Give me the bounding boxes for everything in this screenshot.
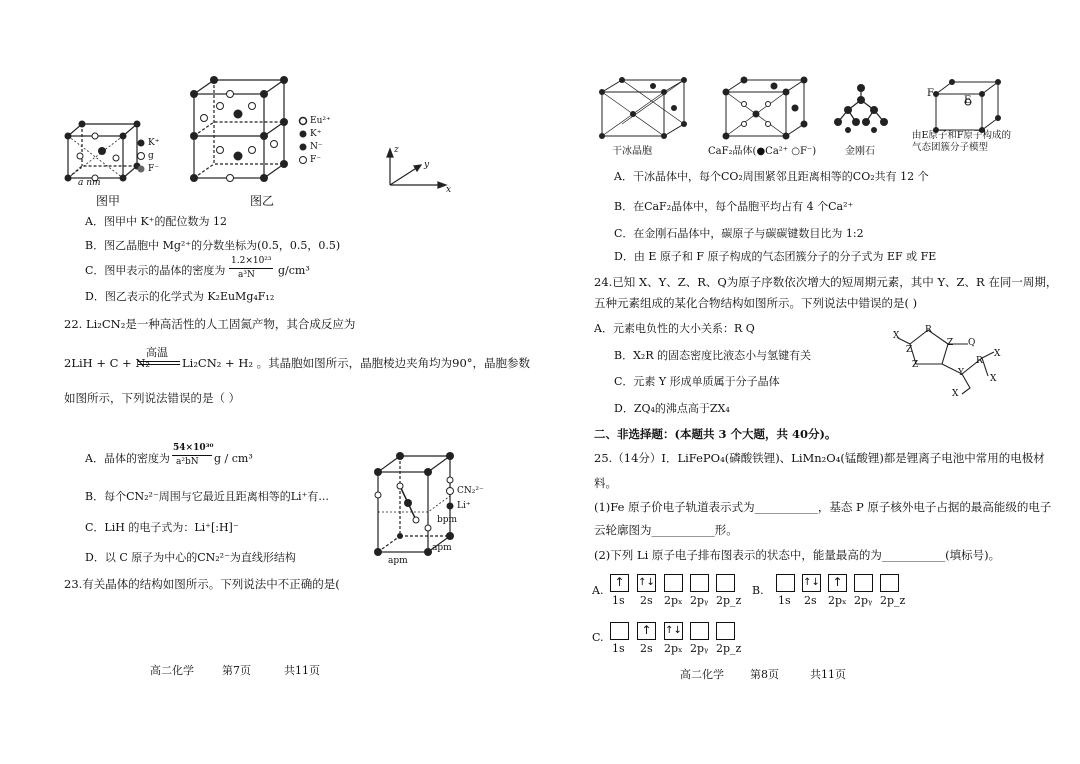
orbital-a-label-2py: 2pᵧ [690, 594, 709, 607]
q24-struct-r2: R [976, 356, 983, 366]
q23-option-b: B．在CaF₂晶体中，每个晶胞平均占有 4 个Ca²⁺ [614, 200, 854, 213]
caption-diamond: 金刚石 [845, 146, 875, 157]
q24-struct-y: Y [958, 368, 964, 378]
q24-struct-x4: X [952, 389, 959, 399]
fig-a-legend-k: K⁺ [148, 138, 160, 148]
orbital-a-2pz [716, 574, 735, 592]
q21-option-a: A．图甲中 K⁺的配位数为 12 [85, 215, 227, 228]
fig-a-unit: a nm [78, 178, 101, 188]
right-footer-page: 第8页 [750, 668, 779, 681]
q22-legend-li: Li⁺ [457, 501, 471, 511]
orbital-c-2s: ↑ [637, 622, 656, 640]
right-footer-subject: 高二化学 [680, 668, 724, 681]
q21-c-unit: g/cm³ [278, 264, 310, 277]
q25-line-4: 云轮廓图为___________形。 [594, 523, 738, 537]
q24-struct-x1: X [893, 331, 900, 341]
q21-c-frac-line [229, 268, 273, 269]
fig-a-legend-mg: g [148, 151, 154, 161]
q25-line-3: (1)Fe 原子价电子轨道表示式为___________，基态 P 原子核外电子占据的最高能级的电子 [594, 500, 1052, 514]
q21-option-c: C．图甲表示的晶体的密度为 [85, 264, 226, 277]
q24-struct-x2: X [994, 349, 1001, 359]
q25-line-1: 25.（14分）Ⅰ．LiFePO₄(磷酸铁锂)、LiMn₂O₄(锰酸锂)都是锂离子电池中常用的电极材 [594, 451, 1045, 465]
orbital-a-2py [690, 574, 709, 592]
q22-eq-left: 2LiH + C + N₂ [64, 356, 151, 370]
orbital-c-label-2px: 2pₓ [664, 642, 683, 655]
q22-a-frac-num: 54×10³⁰ [173, 443, 214, 453]
q24-struct-z3: Z [912, 360, 919, 370]
fig-a-caption: 图甲 [96, 194, 121, 208]
orbital-a-2s: ↑↓ [637, 574, 656, 592]
label-f: F [927, 88, 934, 99]
orbital-b-1s [776, 574, 795, 592]
orbital-a-label-2px: 2pₓ [664, 594, 683, 607]
q22-option-b: B．每个CN₂²⁻周围与它最近且距离相等的Li⁺有... [85, 490, 329, 503]
fig-b-legend-f: F⁻ [310, 155, 321, 165]
orbital-a-label-2pz: 2p_z [716, 594, 742, 607]
fig-b-legend-dots [297, 116, 309, 168]
orbital-b-label-2py: 2pᵧ [854, 594, 873, 607]
q22-legend-cn2: CN₂²⁻ [457, 486, 484, 496]
q23-option-d: D．由 E 原子和 F 原子构成的气态团簇分子的分子式为 EF 或 FE [614, 250, 937, 263]
axes-icon [380, 145, 455, 195]
orbital-c-label-1s: 1s [612, 642, 625, 655]
orbital-a-1s: ↑ [610, 574, 629, 592]
caption-ef-cluster: 由E原子和F原子构成的气态团簇分子模型 [912, 130, 1012, 153]
orbital-b-2s: ↑↓ [802, 574, 821, 592]
q22-option-d: D．以 C 原子为中心的CN₂²⁻为直线形结构 [85, 551, 296, 564]
q24-struct-q: Q [968, 338, 976, 348]
q21-option-d: D．图乙表示的化学式为 K₂EuMg₄F₁₂ [85, 290, 275, 303]
q23-stem: 23.有关晶体的结构如图所示。下列说法中不正确的是( [64, 577, 340, 591]
orbital-option-b: B. [752, 584, 764, 597]
fig-b-crystal-cell [190, 78, 290, 183]
orbital-a-2px [664, 574, 683, 592]
orbital-b-2py [854, 574, 873, 592]
q24-option-b: B．X₂R 的固态密度比液态小与氢键有关 [614, 349, 812, 362]
q22-legend-dots [445, 486, 455, 514]
axis-x: x [446, 185, 452, 195]
caf2-cell [722, 78, 806, 138]
q22-option-c: C．LiH 的电子式为：Li⁺[:H]⁻ [85, 521, 239, 534]
left-footer-page: 第7页 [222, 664, 251, 677]
q24-stem2: 五种元素组成的某化合物结构如图所示。下列说法中错误的是( ) [594, 296, 918, 310]
orbital-c-2px: ↑↓ [664, 622, 683, 640]
q24-struct-r1: R [925, 325, 932, 335]
caption-caf2: CaF₂晶体(●Ca²⁺ ○F⁻) [708, 146, 817, 157]
q22-label-bpm: bpm [437, 515, 458, 525]
section-2-heading: 二、非选择题：(本题共 3 个大题，共 40分)。 [594, 427, 837, 441]
q25-line-5: (2)下列 Li 原子电子排布图表示的状态中，能量最高的为___________(填标号)。 [594, 548, 1001, 562]
q22-stem2: 如图所示，下列说法错误的是（ ） [64, 391, 241, 405]
fig-a-crystal-cell [60, 118, 140, 183]
q24-stem: 24.已知 X、Y、Z、R、Q为原子序数依次增大的短周期元素，其中 Y、Z、R 在同一周期， [594, 275, 1058, 289]
label-e: E [964, 95, 972, 106]
caption-dry-ice: 干冰晶胞 [612, 146, 652, 157]
orbital-b-label-2px: 2pₓ [828, 594, 847, 607]
q22-eq-right: Li₂CN₂ + H₂ 。其晶胞如图所示，晶胞棱边夹角均为90°，晶胞参数 [182, 356, 531, 370]
axis-y: y [424, 160, 430, 170]
left-footer-total: 共11页 [284, 664, 320, 677]
right-footer-total: 共11页 [810, 668, 846, 681]
fig-a-legend-dots [135, 138, 147, 178]
q24-struct-z2: Z [906, 345, 913, 355]
q24-struct-z1: Z [947, 338, 954, 348]
orbital-b-label-2pz: 2p_z [880, 594, 906, 607]
q22-label-apm-1: apm [432, 543, 452, 553]
orbital-b-label-1s: 1s [778, 594, 791, 607]
orbital-c-label-2s: 2s [640, 642, 653, 655]
left-footer-subject: 高二化学 [150, 664, 194, 677]
q22-stem: 22. Li₂CN₂是一种高活性的人工固氮产物，其合成反应为 [64, 317, 356, 331]
q22-a-frac-line [172, 455, 212, 456]
fig-b-legend-n: N⁻ [310, 142, 323, 152]
q23-option-a: A．干冰晶体中，每个CO₂周围紧邻且距离相等的CO₂共有 12 个 [614, 170, 929, 183]
axis-z: z [394, 145, 399, 155]
fig-b-legend-k: K⁺ [310, 129, 322, 139]
orbital-c-1s [610, 622, 629, 640]
q22-a-unit: g / cm³ [214, 452, 253, 465]
ef-cluster-model [930, 80, 1000, 132]
orbital-b-label-2s: 2s [804, 594, 817, 607]
fig-b-legend-eu: Eu²⁺ [310, 116, 331, 126]
diamond-structure [830, 82, 892, 134]
orbital-b-2px: ↑ [828, 574, 847, 592]
q25-line-2: 料。 [594, 476, 617, 490]
fig-a-legend-f: F⁻ [148, 164, 159, 174]
q22-eq-arrow [138, 361, 180, 362]
orbital-c-label-2py: 2pᵧ [690, 642, 709, 655]
q21-c-frac-den: a³N [238, 270, 255, 280]
dry-ice-cell [598, 78, 688, 140]
orbital-a-label-2s: 2s [640, 594, 653, 607]
orbital-c-2py [690, 622, 709, 640]
q24-struct-x3: X [990, 374, 997, 384]
q22-a-frac-den: a²bN [176, 457, 199, 467]
orbital-b-2pz [880, 574, 899, 592]
q22-option-a: A．晶体的密度为 [85, 452, 170, 465]
orbital-a-label-1s: 1s [612, 594, 625, 607]
orbital-c-label-2pz: 2p_z [716, 642, 742, 655]
orbital-option-a: A. [592, 584, 604, 597]
q22-label-apm-2: apm [388, 556, 408, 566]
fig-b-caption: 图乙 [250, 194, 275, 208]
q24-option-d: D．ZQ₄的沸点高于ZX₄ [614, 402, 730, 415]
orbital-option-c: C. [592, 631, 604, 644]
q21-c-frac-num: 1.2×10²³ [231, 256, 272, 266]
q24-option-a: A．元素电负性的大小关系：R Q [594, 322, 755, 335]
q22-eq-cond: 高温 [146, 346, 168, 359]
q24-option-c: C．元素 Y 形成单质属于分子晶体 [614, 375, 780, 388]
q23-option-c: C．在金刚石晶体中，碳原子与碳碳键数目比为 1:2 [614, 227, 864, 240]
orbital-c-2pz [716, 622, 735, 640]
q21-option-b: B．图乙晶胞中 Mg²⁺的分数坐标为(0.5，0.5，0.5) [85, 239, 341, 252]
